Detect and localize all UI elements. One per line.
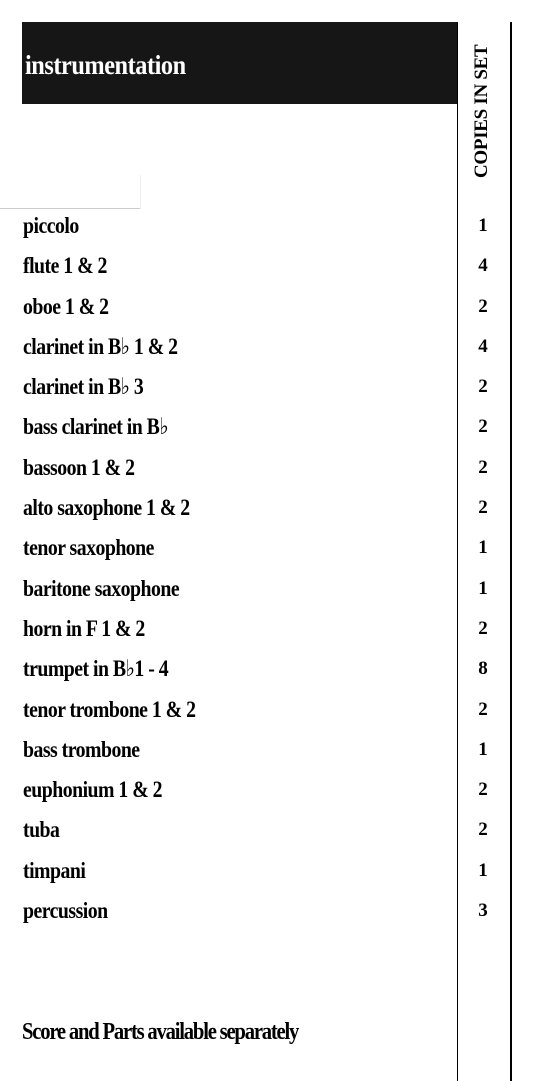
instrument-name: bass clarinet in B♭ bbox=[23, 414, 169, 440]
instrument-row bbox=[0, 449, 545, 489]
instrument-row bbox=[0, 811, 545, 851]
copies-count: 3 bbox=[478, 900, 488, 922]
section-divider-edge bbox=[140, 175, 141, 209]
copies-count: 4 bbox=[478, 255, 488, 277]
instrument-name: clarinet in B♭ 3 bbox=[23, 374, 144, 400]
instrument-row bbox=[0, 610, 545, 650]
copies-column-header: COPIES IN SET bbox=[471, 44, 492, 178]
copies-count: 1 bbox=[478, 577, 488, 599]
page-title: instrumentation bbox=[25, 50, 186, 80]
instrument-row bbox=[0, 207, 545, 247]
copies-count: 2 bbox=[478, 779, 488, 801]
instrument-list bbox=[0, 207, 545, 932]
copies-count: 4 bbox=[478, 335, 488, 357]
instrument-row bbox=[0, 691, 545, 731]
copies-count: 2 bbox=[478, 819, 488, 841]
instrument-name: horn in F 1 & 2 bbox=[23, 615, 145, 641]
instrument-name: tenor saxophone bbox=[23, 535, 154, 561]
instrument-row bbox=[0, 529, 545, 569]
copies-count: 2 bbox=[478, 456, 488, 478]
copies-count: 2 bbox=[478, 698, 488, 720]
instrument-name: tuba bbox=[23, 817, 60, 843]
availability-note: Score and Parts available separately bbox=[22, 1019, 299, 1045]
instrument-name: euphonium 1 & 2 bbox=[23, 777, 162, 803]
copies-count: 8 bbox=[478, 658, 488, 680]
instrument-row bbox=[0, 771, 545, 811]
instrument-row bbox=[0, 650, 545, 690]
copies-count: 1 bbox=[478, 215, 488, 236]
instrument-name: alto saxophone 1 & 2 bbox=[23, 495, 190, 521]
instrument-row bbox=[0, 328, 545, 368]
instrument-row bbox=[0, 247, 545, 287]
copies-count: 2 bbox=[478, 376, 488, 398]
copies-count: 2 bbox=[478, 295, 488, 317]
instrument-name: clarinet in B♭ 1 & 2 bbox=[23, 333, 178, 359]
instrument-row bbox=[0, 892, 545, 932]
copies-count: 1 bbox=[478, 738, 488, 760]
instrument-name: piccolo bbox=[23, 213, 79, 238]
copies-count: 2 bbox=[478, 497, 488, 519]
instrument-row bbox=[0, 852, 545, 892]
copies-count: 2 bbox=[478, 416, 488, 438]
instrument-name: bass trombone bbox=[23, 736, 140, 762]
instrument-name: trumpet in B♭1 - 4 bbox=[23, 656, 169, 682]
instrument-row bbox=[0, 368, 545, 408]
instrument-name: flute 1 & 2 bbox=[23, 253, 107, 279]
header-bar bbox=[22, 22, 457, 104]
instrument-name: tenor trombone 1 & 2 bbox=[23, 696, 196, 722]
instrument-row bbox=[0, 731, 545, 771]
instrument-name: bassoon 1 & 2 bbox=[23, 454, 135, 480]
instrument-name: percussion bbox=[23, 898, 108, 924]
instrument-row bbox=[0, 408, 545, 448]
instrument-name: oboe 1 & 2 bbox=[23, 293, 109, 319]
copies-count: 2 bbox=[478, 617, 488, 639]
copies-count: 1 bbox=[478, 859, 488, 881]
instrument-name: timpani bbox=[23, 857, 86, 883]
copies-count: 1 bbox=[478, 537, 488, 559]
instrument-row bbox=[0, 570, 545, 610]
instrument-name: baritone saxophone bbox=[23, 575, 180, 601]
instrument-row bbox=[0, 288, 545, 328]
instrument-row bbox=[0, 489, 545, 529]
